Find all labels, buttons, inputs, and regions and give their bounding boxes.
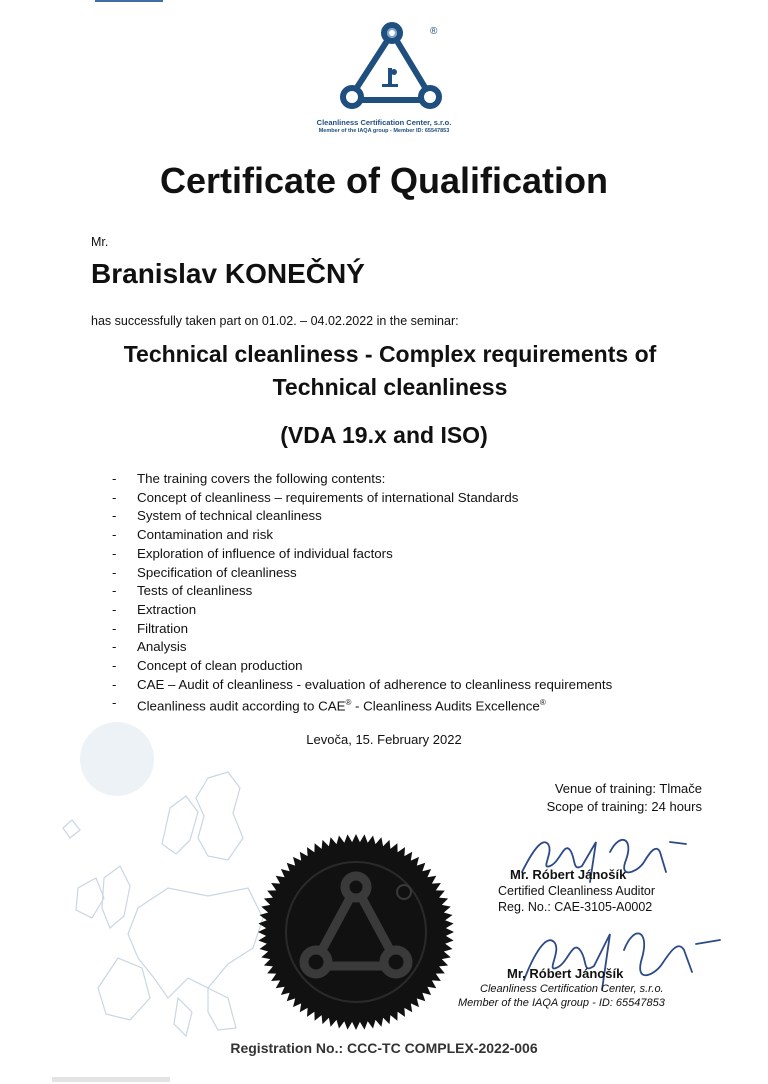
salutation: Mr. [91, 235, 109, 249]
list-dash: - [112, 564, 117, 580]
list-item [112, 564, 712, 583]
list-item [112, 620, 712, 639]
top-edge-mark [95, 0, 163, 2]
registered-mark: ® [539, 698, 546, 708]
bottom-edge-mark [52, 1077, 170, 1082]
seminar-title-line2: Technical cleanliness [272, 374, 508, 400]
list-item [112, 489, 712, 508]
place-and-date: Levoča, 15. February 2022 [306, 732, 462, 747]
list-item-text: Concept of cleanliness – requirements of international Standards [137, 489, 519, 505]
list-dash: - [112, 527, 117, 543]
recipient-name: Branislav KONEČNÝ [91, 258, 365, 289]
seminar-title-line1: Technical cleanliness - Complex requirements of [123, 341, 657, 367]
venue-line: Venue of training: Tlmače [554, 781, 702, 796]
list-dash: - [112, 545, 117, 561]
list-item [112, 601, 712, 620]
signer-2-name: Mr. Róbert Jánošík [507, 966, 624, 981]
list-dash: - [112, 471, 117, 486]
list-dash: - [112, 489, 117, 505]
list-item-text: The training covers the following contents: [137, 471, 386, 486]
registered-mark: ® [430, 26, 438, 37]
list-item-text: Tests of cleanliness [137, 583, 253, 599]
list-dash: - [112, 508, 117, 524]
list-item-text: Concept of clean production [137, 658, 303, 674]
signer-2-org: Cleanliness Certification Center, s.r.o. [480, 983, 664, 995]
list-item-text: Cleanliness audit according to CAE [137, 698, 346, 714]
list-dash: - [112, 676, 117, 692]
list-dash: - [112, 658, 117, 674]
list-item [112, 545, 712, 564]
signer-2-member: Member of the IAQA group - ID: 65547853 [458, 997, 665, 1009]
signer-1-role: Certified Cleanliness Auditor [498, 884, 656, 898]
list-dash: - [112, 639, 117, 655]
list-dash: - [112, 583, 117, 599]
company-seal-icon [256, 832, 456, 1032]
list-item [112, 676, 712, 695]
standard-label: (VDA 19.x and ISO) [280, 422, 488, 448]
list-item [112, 526, 712, 545]
list-item-text: Contamination and risk [137, 527, 273, 543]
list-dash: - [112, 695, 117, 711]
signer-1-reg: Reg. No.: CAE-3105-A0002 [498, 900, 653, 914]
list-item [112, 657, 712, 676]
signer-1-name: Mr. Róbert Jánošík [510, 867, 627, 882]
logo-company-name: Cleanliness Certification Center, s.r.o. [316, 118, 452, 127]
list-item-text: Analysis [137, 639, 187, 655]
list-item [112, 582, 712, 601]
list-item-text: System of technical cleanliness [137, 508, 322, 524]
list-item-text: Extraction [137, 601, 197, 617]
venue-block [480, 780, 702, 816]
cleanliness-certification-logo [336, 20, 446, 116]
europe-map-watermark [58, 768, 268, 1043]
list-item [112, 507, 712, 526]
list-item-text: Filtration [137, 620, 188, 636]
list-dash: - [112, 620, 117, 636]
list-item [112, 470, 712, 489]
scope-line: Scope of training: 24 hours [546, 799, 702, 814]
list-item [112, 638, 712, 657]
logo-member-id: Member of the IAQA group - Member ID: 65547853 [318, 128, 450, 134]
certificate-title: Certificate of Qualification [159, 160, 609, 201]
list-item [112, 694, 712, 716]
list-item-text: Specification of cleanliness [137, 564, 297, 580]
seminar-title [60, 338, 720, 404]
list-dash: - [112, 601, 117, 617]
registration-number: Registration No.: CCC-TC COMPLEX-2022-006 [230, 1040, 538, 1056]
list-item-text: Exploration of influence of individual factors [137, 545, 393, 561]
intro-text: has successfully taken part on 01.02. – 04.02.2022 in the seminar: [91, 314, 459, 328]
list-item-text: - Cleanliness Audits Excellence [351, 698, 540, 714]
training-contents-list [112, 470, 712, 717]
list-item-text: CAE – Audit of cleanliness - evaluation of adherence to cleanliness requirements [137, 676, 613, 692]
registered-mark: ® [345, 698, 352, 708]
